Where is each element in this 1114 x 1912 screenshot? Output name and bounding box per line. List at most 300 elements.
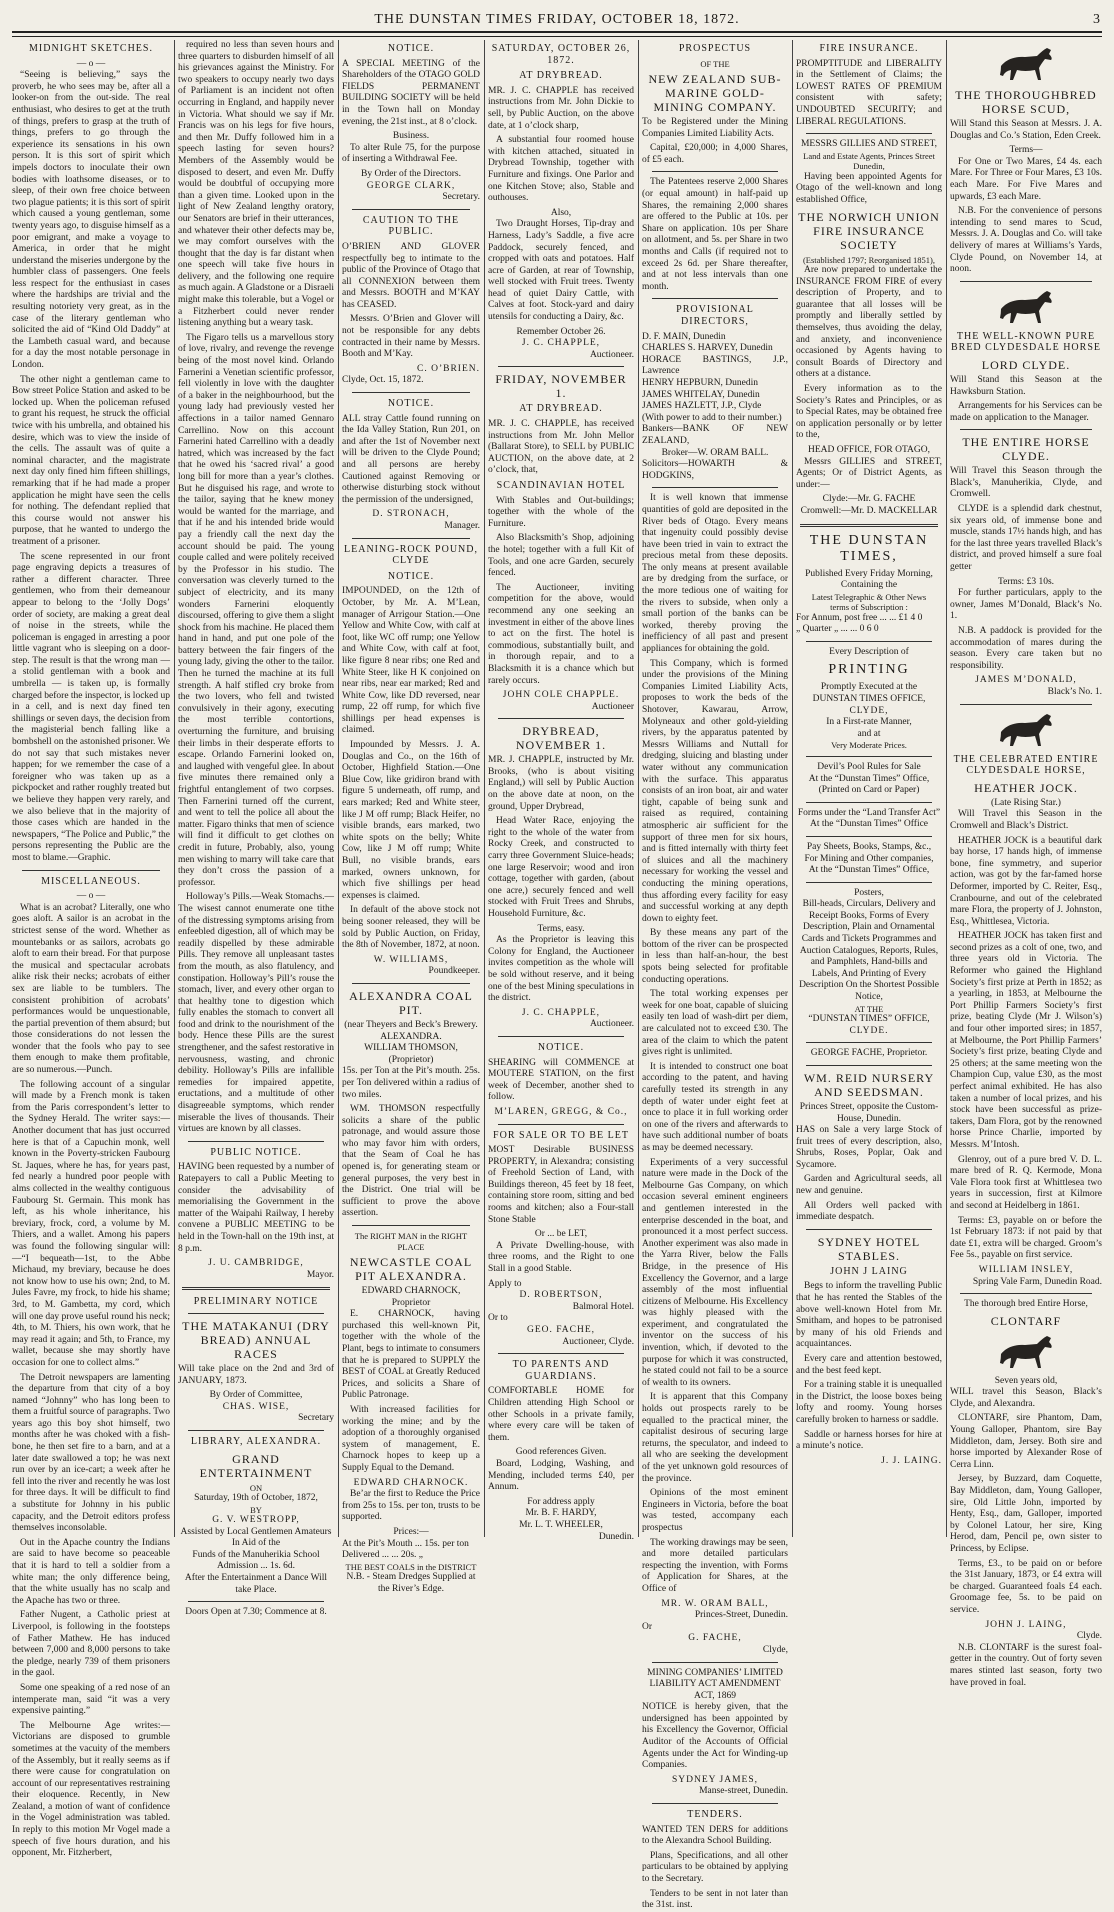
stud-paragraph: N.B. A paddock is provided for the accommodation of mares during the season. Every care taken but no responsibility.: [950, 626, 1102, 671]
heading-gillies-street: MESSRS GILLIES AND STREET,: [800, 139, 937, 150]
notice-line: (Printed on Card or Paper): [818, 785, 920, 796]
notice-paragraph: Messrs. O’Brien and Glover will not be responsible for any debts contracted in their name by Messrs. Booth and M’Kay.: [342, 314, 480, 360]
signature: GEO. FACHE,: [526, 1325, 596, 1335]
notice-line: Saturday, 19th of October, 1872,: [194, 1493, 318, 1503]
stud-paragraph: Terms: £3, payable on or before the 1st February 1873: if not paid by that date £1, extra will be charged. Groom’s Fee 5s., payable on first service.: [950, 1215, 1102, 1261]
notice-paragraph: HAS on Sale a very large Stock of fruit trees of every description, also, Shrubs, Roses, Poplar, Oak and Sycamore.: [796, 1125, 942, 1170]
notice-line: In a First-rate Manner,: [826, 717, 912, 728]
notice-line: AT THE: [854, 1003, 884, 1014]
stud-paragraph: For One or Two Mares, £4 4s. each Mare. For Three or Four Mares, £3 10s. each Mare. For Five Mares and upwards, £3 each Mare.: [950, 156, 1102, 202]
dash-divider: — o —: [76, 891, 106, 902]
advert-paragraph: Holloway’s Pills.—Weak Stomachs.—The wisest cannot enumerate one tithe of the distressing symptoms arising from enfeebled digestion, all of which may be readily dispelled by these admirable Pills. They remove all unpleasant tastes from the mouth, as also flatulency, and constipation. Holloway’s Pill’s rouse the stomach, liver, and every other organ to that healthy tone to digestion which fully enables the stomach to convert all food and drink to the nourishment of the body. Hence these Pills are the surest strengthener, and the safest restorative in nervousness, wasting, and chronic debility. Holloway’s Pills are infallible remedies for impaired appetite, eructations, and a multitude of other disagreeable symptoms, which render miserable the lives of thousands. Their virtues are known by all classes.: [178, 892, 334, 1135]
signature: W. WILLIAMS,: [373, 954, 449, 965]
heading-entire-horse-clyde: THE ENTIRE HORSE CLYDE.: [962, 435, 1090, 464]
article-paragraph: required no less than seven hours and three quarters to disburden himself of all his grievances against the Ministry. For two speakers to occupy nearly two days of Parliament is an incident not often occurring in England, and happily never in Victoria. What should we say if Mr. Francis was on his legs for five hours, and then Mr. Duffy followed him in a speech lasting for seven hours? Members of the Assembly would be disposed to desert, and even Mr. Duffy would be doubtful of occupying more than a given time. Looked upon in the light of New Zealand lengthy oratory, our Senators are brief in their utterances, and whatever their other defects may be, we may comfort ourselves with the thought that the day is far distant when one speech will take five hours in delivery, and the following one require as much again. A Gladstone or a Disraeli might make this tolerable, but a Vogel or a Fitzherbert could never render listening anything but a weary task.: [178, 40, 334, 329]
signature: JOHN J. LAING,: [985, 1619, 1067, 1630]
signature: GEORGE CLARK,: [366, 180, 456, 191]
horse-icon: [995, 1332, 1057, 1372]
signature: D. ROBERTSON,: [519, 1290, 603, 1301]
notice-line: At the “Dunstan Times” Office,: [808, 773, 930, 784]
stud-paragraph: HEATHER JOCK is a beautiful dark bay horse, 17 hands high, of immense bone, fine symmetry, and superior action, was got by the far-famed horse Deformer, imported by C. Reiter, Esq., Cranbourne, and out of the celebrated mare Flora, the property of J. Johnston, Esq., Whittlesea, Victoria.: [950, 835, 1102, 927]
notice-paragraph: COMFORTABLE HOME for Children attending High School or other Schools in a private family, where every care will be taken of them.: [488, 1386, 634, 1443]
masthead: [0, 0, 1114, 38]
signature-title: Princes-Street, Dunedin.: [694, 1610, 788, 1621]
heading-wm-reid-nursery: WM. REID NURSERY AND SEEDSMAN.: [803, 1070, 935, 1099]
section-divider: [188, 1601, 324, 1602]
section-divider: [652, 298, 778, 299]
heading-notice: NOTICE.: [387, 570, 435, 582]
stud-paragraph: Jersey, by Buzzard, dam Coquette, Bay Middleton, dam, Young Galloper, sire, Old Little John, imported by Henty, Esq., dam, Galloper, imported by Colonel Latour, her sire, King Herod, dam, Pencil pe, own sister to Princess, by Eclipse.: [950, 1474, 1102, 1554]
heading-john-laing: JOHN J LAING: [830, 1265, 908, 1277]
director-line: HORACE BASTINGS, J.P., Lawrence: [642, 354, 788, 377]
stud-paragraph: N.B. CLONTARF is the surest foal-getter in the country. Out of forty seven mares stinted last season, forty two have proved in foal.: [950, 1642, 1102, 1688]
notice-line: In Aid of the: [231, 1538, 281, 1549]
article-paragraph: The Figaro tells us a marvellous story of love, rivalry, and revenge the revenge being of the most novel kind. Orlando Farnerini a Venetian scientific professor, fell violently in love with the daughter of a baker in the neighbourhood, but the young lady had previously vested her affections in a tailor named Gennaro Carrellino. Now on this account Farnerini hated Carrellino with a deadly hatred, which was increased by the fact that he owed his ‘sacred rival’ a good long bill for more than a year’s clothes. But he disguised his rage, and wrote to the tailor, saying that he knew money would be wanted for the marriage, and that if he and his intended bride would pay a friendly call the next day the account should be paid. The young couple called and were politely received by the Professor in his studio. The conversation was cleverly turned to the subject of electricity, and its many wonders Farnerini eloquently discoursed, offering to give them a slight shock from his machine. He placed them hand in hand, and put one pole of the battery between the fair fingers of the young lady, giving the other to the tailor. Then he turned the machine at its full strength. A half stifled cry broke from the two lovers, who fell and twisted convulsively in their agony, executing the most terrible contortions, overturning the furniture, and bruising their limbs in their desperate efforts to escape. Orlando Farnerini looked on, and laughed with vengeful glee. In about five minutes there remained only a frightful entanglement of two corpses. Then Farnerini turned off the current, and went to tell the police all about the matter. Figaro thinks that men of science will find it difficult to get clothes on credit in future, Probably, also, young men wishing to marry will take care that they don’t cross the passion of a professor.: [178, 332, 334, 888]
auction-paragraph: MR. J. C. CHAPPLE, has received instructions from Mr. John Mellor (Ballarat Store), to SELL by PUBLIC AUCTION, on the above date, at 2 o’clock, that,: [488, 419, 634, 476]
notice-line: Forms under the “Land Transfer Act”: [797, 807, 941, 818]
notice-line: Princes Street, opposite the Custom-House, Dunedin.: [799, 1101, 939, 1124]
notice-line: For address apply: [527, 1496, 595, 1507]
section-divider: [960, 281, 1092, 282]
signature: M’LAREN, GREGG, & Co.,: [494, 1106, 628, 1117]
column-divider: [946, 40, 947, 1537]
notice-paragraph: Be’ar the first to Reduce the Price from 25s to 15s. per ton, trusts to be supported.: [342, 1489, 480, 1523]
notice-paragraph: WM. THOMSON respectfully solicits a share of the public patronage, and would assure those who may favor him with orders, that the Seam of Coal he has opened is, for generating steam or general purposes, the very best in the District. One trial will be sufficient to prove the above assertion.: [342, 1104, 480, 1219]
notice-line: Terms: £3 10s.: [997, 576, 1055, 587]
heading-lord-clyde: LORD CLYDE.: [981, 357, 1071, 372]
article-paragraph: The other night a gentleman came to Bow street Police Station and asked to be locked up. When the policeman refused to grant his request, he struck the official twice with his umbrella, and obtained his desire, which was to view the inside of the cells. The assault was of quite a nominal character, and the magistrate next day only fined him fifteen shillings, remarking that if he had made a proper application he might have seen the cells for nothing. The defendant replied that this course would not answer his purpose, that he wanted to undergo the treatment of a prisoner.: [12, 374, 170, 547]
prospectus-paragraph: The working drawings may be seen, and more detailed particulars respecting the invention, with Forms of Application for Shares, at the Office of: [642, 1537, 788, 1594]
masthead-title: THE DUNSTAN TIMES FRIDAY, OCTOBER 18, 1872.: [374, 12, 740, 27]
masthead-rule: [12, 31, 1102, 37]
section-divider: [806, 756, 932, 757]
stud-paragraph: Will Stand this Season at Messrs. J. A. Douglas and Co.’s Station, Eden Creek.: [950, 119, 1102, 141]
prospectus-paragraph: By these means any part of the bottom of the river can be prospected in less than half-an-hour, the best spots being selected for profitable conducting operations.: [642, 928, 788, 985]
signature-title: Black’s No. 1.: [1047, 686, 1102, 697]
notice-line: (Established 1797; Reorganised 1851),: [802, 254, 936, 265]
heading-parents-guardians: TO PARENTS AND GUARDIANS.: [512, 1359, 610, 1382]
article-paragraph: The scene represented in our front page engraving depicts a treasures of rather a different character. Three gentlemen, who from their demeanour appear to belong to the ‘Jolly Dogs’ order of society, are making a great deal of noise in the streets, while the policeman is engaged in arresting a poor little vagrant who is sleeping on a door-step. The result is that the wrong man — a stolid gentleman with a book and umbrella — is taken up, is formally charged before the inspector, is locked up in a cell, and is next day fined ten shillings or seven days, the decision from the magisterial bench falling like a bombshell on the astonished prisoner. We do not say that such mistakes never happen; for we remember the case of a foreigner who was taken up as a pickpocket and rather roughly treated but we believe they happen very rarely, and we also believe that in the majority of those cases which are handed in the newspapers, “The Police and Public,” the persons representing the Public are the most to blame.—Graphic.: [12, 551, 170, 863]
notice-line: Dunedin.: [598, 1531, 634, 1542]
section-divider: [182, 1287, 330, 1290]
column-divider: [792, 40, 793, 1537]
heading-at-drybread: AT DRYBREAD.: [519, 403, 603, 415]
page-number: 3: [1093, 12, 1100, 27]
signature: JAMES M’DONALD,: [975, 675, 1077, 686]
subscription-line: For Annum, post free ... ... £1 4 0: [796, 612, 923, 623]
section-divider: [652, 1662, 778, 1663]
notice-paragraph: E. CHARNOCK, having purchased this well-known Pit, together with the whole of the Plant, begs to intimate to consumers that he is prepared to SUPPLY the BEST of COAL at Greatly Reduced Prices, and solicits a Share of Public Patronage.: [342, 1309, 480, 1401]
heading-tenders: TENDERS.: [687, 1809, 743, 1821]
notice-paragraph: Board, Lodging, Washing, and Mending, included terms £40, per Annum.: [488, 1458, 634, 1493]
dash-divider: — o —: [76, 58, 106, 69]
heading-caution: CAUTION TO THE PUBLIC.: [362, 214, 460, 238]
signature: WILLIAM INSLEY,: [978, 1264, 1074, 1275]
column-7: [950, 40, 1102, 1688]
notice-paragraph: O’BRIEN AND GLOVER respectfully beg to intimate to the public of the Province of Otago that all CONNEXION between them and Messrs. BOOTH and M’KAY has CEASED.: [342, 241, 480, 310]
column-divider: [338, 40, 339, 1537]
notice-line: Admission ... 1s. 6d.: [216, 1561, 296, 1572]
notice-line: The RIGHT MAN in the RIGHT PLACE: [354, 1231, 468, 1252]
heading-leaning-rock-pound: LEANING-ROCK POUND, CLYDE: [344, 543, 478, 567]
section-divider: [652, 487, 778, 488]
notice-line: At the “Dunstan Times” Office: [809, 819, 929, 830]
horse-icon: [995, 710, 1057, 750]
stud-paragraph: Terms, £3., to be paid on or before the 31st January, 1873, or £4 extra will be charged. Guaranteed foals £4 each. Groomage fee, 5s. to be paid on service.: [950, 1558, 1102, 1615]
auction-paragraph: A substantial four roomed house with kitchen attached, situated in Drybread Township, together with Furniture and fixings. One Parlor and one Kitchen Stove; also, Stable and outhouses.: [488, 135, 634, 204]
horse-icon: [995, 44, 1057, 84]
prospectus-paragraph: Experiments of a very successful nature were made in the Dock of the Melbourne Gas Company, on which occasion several eminent engineers and gentlemen interested in the enterprise descended in the boat, and pronounced it a most perfect success. Another experiment was also made in the Yarra River, below the Falls Bridge, in the presence of His Excellency the Governor, and a large assembly of the most influential citizens of Melbourne. His Excellency was highly pleased with the experiment, and congratulated the inventor on the success of his invention, which, if devoted to the purpose for which it was constructed, he stated could not fail to be a source of wealth to its owners.: [642, 1157, 788, 1388]
notice-paragraph: Impounded by Messrs. J. A. Douglas and Co., on the 16th of October, Highfield Station.—One Blue Cow, like gridiron brand with figure 5 underneath, off rump, and ears marked; Red and White steer, like J M off rump; Black Heifer, no visible brands, ears marked, two white spots on the belly; White Cow, like J M off rump; White Bull, no visible brands, ears marked, owners unknown, for which five shillings per head expenses is claimed.: [342, 740, 480, 901]
director-line: HENRY HEPBURN, Dunedin: [642, 377, 759, 388]
notice-paragraph: To alter Rule 75, for the purpose of inserting a Withdrawal Fee.: [342, 142, 480, 165]
notice-paragraph: With increased facilities for working the mine; and by the adoption of a thoroughly organised system of management, E. Charnock hopes to keep up a Supply Equal to the Demand.: [342, 1404, 480, 1473]
section-divider: [806, 802, 932, 803]
section-divider: [352, 392, 470, 393]
heading-public-notice: PUBLIC NOTICE.: [210, 1146, 302, 1158]
heading-for-sale-or-let: FOR SALE OR TO BE LET: [493, 1129, 629, 1141]
notice-paragraph: MOST Desirable BUSINESS PROPERTY, in Alexandra; consisting of Freehold Section of Land, with Buildings thereon, 45 feet by 18 feet, containing store room, sitting and bed rooms and kitchen; also a Four-stall Stone Stable: [488, 1145, 634, 1225]
notice-line: Prices:—: [393, 1526, 429, 1537]
notice-line: Or ... be LET,: [534, 1229, 588, 1240]
signature: J. C. CHAPPLE,: [521, 338, 601, 349]
section-divider: [188, 1430, 324, 1431]
signature-title: Clyde,: [762, 1644, 788, 1655]
heading-prospectus: PROSPECTUS: [678, 43, 752, 54]
notice-line: terms of Subscription :: [830, 602, 908, 613]
signature-title: Clyde.: [1076, 1631, 1102, 1642]
notice-line: Business.: [392, 131, 430, 142]
prospectus-paragraph: The total working expenses per week for one boat, capable of sluicing easily ten load of wash-dirt per diem, are calculated not to exceed £30. The area of the claim to which the patent gives right is unlimited.: [642, 989, 788, 1058]
column-1: [12, 40, 170, 1859]
heading-at-drybread: AT DRYBREAD.: [519, 70, 603, 82]
heading-printing: PRINTING: [828, 662, 910, 678]
stud-paragraph: HEATHER JOCK has taken first and second prizes as a colt of one, two, and three years old in Victoria. The Reformer who gained the Highland Society’s first prize at Perth in 1852; as a yearling, in 1853, at Melbourne the Port Phillip Farmers Society’s first prize, beating Clyde (Mr J. Wilson’s) and four other imported sires; in 1857, at Melbourne, the Port Phillip Farmers’ Society’s first prize, beating Clyde and 25 others; at the same meeting won the Champion Cup, value £30, as the most perfect animal exhibited. He has also taken a number of local prizes, and his stock have been successful as prize-takers, Dam Flora, got by the renowned horse Prince Charlie, imported by Messrs. M’Intosh.: [950, 931, 1102, 1150]
notice-paragraph: Tenders to be sent in not later than the 31st. inst.: [642, 1888, 788, 1911]
section-divider: [352, 209, 470, 210]
heading-sydney-hotel-stables: SYDNEY HOTEL STABLES.: [817, 1234, 921, 1263]
heading-friday-november: FRIDAY, NOVEMBER 1.: [495, 372, 627, 401]
notice-line: Pay Sheets, Books, Stamps, &c.,: [806, 841, 932, 852]
signature-title: Mayor.: [306, 1269, 334, 1280]
section-divider: [352, 983, 470, 984]
section-divider: [498, 1124, 624, 1125]
notice-line: N.B. - Steam Dredges Supplied at the River’s Edge.: [346, 1572, 476, 1594]
section-divider: [806, 133, 932, 134]
stud-paragraph: Arrangements for his Services can be made on application to the Manager.: [950, 401, 1102, 423]
auction-paragraph: Two Draught Horses, Tip-dray and Harness, Lady’s Saddle, a five acre Paddock, securely fenced, and cropped with oats and potatoes. Half acre of Garden, at rear of Township, well stocked with Fruit trees. Twenty head of quiet Dairy Cattle, with Calves at foot. Stock-yard and dairy utensils for conducting a Dairy, &c.: [488, 219, 634, 323]
section-divider: [806, 882, 932, 883]
insurance-paragraph: Are now prepared to undertake the INSURANCE FROM FIRE of every description of Property, and to guarantee that all losses will be promptly and liberally settled by themselves, thus avoiding the delay, and anxiety, and inconvenience occasioned by Agents having to consult Boards of Directory and others at a distance.: [796, 265, 942, 380]
heading-alexandra-coal-pit: ALEXANDRA COAL PIT.: [349, 988, 473, 1017]
notice-paragraph: Saddle or harness horses for hire at a minute’s notice.: [796, 1429, 942, 1452]
notice-line: BY: [250, 1504, 262, 1515]
heading-of-the: OF THE: [700, 58, 730, 69]
heading-heather-jock: HEATHER JOCK.: [974, 780, 1078, 795]
section-divider: [22, 870, 160, 871]
article-paragraph: Out in the Apache country the Indians are said to have become so peaceable that it is hard to tell a soldier from a white man; the only difference being, that the white usually has no scalp and the Apache has two or three.: [12, 1537, 170, 1606]
notice-line: Containing the: [840, 580, 898, 591]
heading-notice: NOTICE.: [537, 1041, 585, 1053]
notice-line: Latest Telegraphic & Other News: [811, 591, 927, 602]
notice-line: Funds of the Manuherikia School: [192, 1549, 320, 1560]
director-line: (With power to add to their number.): [642, 412, 782, 423]
section-divider: [652, 1803, 778, 1804]
signature-title: Spring Vale Farm, Dunedin Road.: [972, 1276, 1102, 1287]
signature-title: Manse-street, Dunedin.: [699, 1786, 788, 1797]
signature: J. C. CHAPPLE,: [521, 1007, 601, 1018]
notice-line: (near Theyers and Beck’s Brewery. ALEXANDRA.: [344, 1019, 478, 1042]
director-line: CHARLES S. HARVEY, Dunedin: [642, 343, 773, 354]
notice-line: (Late Rising Star.): [991, 797, 1061, 808]
auction-line: Remember October 26.: [516, 326, 606, 337]
heading-library-alexandra: LIBRARY, ALEXANDRA.: [190, 1435, 322, 1447]
heading-miscellaneous: MISCELLANEOUS.: [41, 875, 141, 887]
notice-line: Very Moderate Prices.: [831, 740, 907, 751]
notice-paragraph: HAVING been requested by a number of Ratepayers to call a Public Meeting to consider the advisability of memorialising the Government in the matter of the Waipahi Railway, I hereby convene a PUBLIC MEETING to be held in the Town-hall on the 19th inst, at 8 p.m.: [178, 1162, 334, 1254]
signature: SYDNEY JAMES,: [671, 1774, 759, 1785]
article-paragraph: Father Nugent, a Catholic priest at Liverpool, is following in the footsteps of Father Mathew. He has induced between 7,000 and 8,000 persons to take the pledge, nearly 739 of them prisoners in the gaol.: [12, 1610, 170, 1679]
article-paragraph: The Melbourne Age writes:—Victorians are disposed to grumble sometimes at the vacuity of the members of the Assembly, but it really seems as if there were cause for congratulation on account of our representatives restraining their eloquence. Recently, in New Zealand, a motion of want of confidence in the Vogel administration was tabled. In reply to this motion Mr Vogel made a speech of five hours duration, and his opponent, Mr. Fitzherbert,: [12, 1720, 170, 1859]
article-paragraph: The Detroit newspapers are lamenting the departure from that city of a boy named “Johnny” who has long been to them a fruitful source of paragraphs. Two years ago this boy shot himself, two months after he was choked with a fish-bone, he then set fire to a barn, and at a later date swallowed a top; he was next run over by an ice-cart; a week after he fell into the river and recently he was lost for three days. It will be difficult to find a substitute for Johnny in his public capacity, and the Detroit editors profess themselves inconsolable.: [12, 1372, 170, 1534]
notice-line: Good references Given.: [515, 1447, 607, 1458]
heading-newcastle-coal-pit: NEWCASTLE COAL PIT ALEXANDRA.: [349, 1255, 473, 1284]
notice-paragraph: ALL stray Cattle found running on the Ida Valley Station, Run 201, on and after the 1st of November next will be driven to the Clyde Pound; and all persons are hereby Cautioned against Removing or otherwise disturbing stock without the permission of the undersigned,: [342, 413, 480, 505]
broker-line: Broker—W. ORAM BALL.: [661, 447, 769, 458]
notice-line: For Mining and Other companies,: [804, 853, 934, 864]
stud-paragraph: CLYDE is a splendid dark chestnut, six years old, of immense bone and muscle, stands 17½ hands high, and has for the last three years travelled Black’s district, and proved himself a sure foal getter: [950, 504, 1102, 573]
notice-paragraph: NOTICE is hereby given, that the undersigned has been appointed by his Excellency the Governor, Official Auditor of the Accounts of Official Agents under the Act for Winding-up Companies.: [642, 1702, 788, 1771]
heading-scandinavian-hotel: SCANDINAVIAN HOTEL: [496, 480, 626, 491]
column-divider: [174, 40, 175, 1537]
signature-title: Poundkeeper.: [428, 966, 480, 977]
heading-fire-insurance: FIRE INSURANCE.: [819, 43, 919, 54]
signature: JOHN COLE CHAPPLE.: [502, 690, 620, 701]
section-divider: [352, 1225, 470, 1226]
notice-line: Or: [642, 1621, 653, 1632]
auction-paragraph: With Stables and Out-buildings; together with the whole of the Furniture.: [488, 495, 634, 529]
price-line: At the Pit’s Mouth ... 15s. per ton: [342, 1538, 469, 1549]
auction-line: Terms, easy.: [537, 923, 585, 934]
section-divider: [498, 718, 624, 719]
section-divider: [188, 1141, 324, 1142]
prospectus-paragraph: Opinions of the most eminent Engineers in Victoria, before the boat was tested, accompany each prospectus: [642, 1488, 788, 1533]
notice-line: GEORGE FACHE, Proprietor.: [810, 1048, 928, 1059]
signature-title: Balmoral Hotel.: [572, 1301, 634, 1312]
notice-paragraph: Plans, Specifications, and all other particulars to be obtained by applying to the Secretary.: [642, 1850, 788, 1884]
column-6: [796, 40, 942, 1537]
section-divider: [960, 1293, 1092, 1294]
notice-paragraph: Garden and Agricultural seeds, all new and genuine.: [796, 1174, 942, 1197]
notice-line: Devil’s Pool Rules for Sale: [817, 761, 921, 772]
section-divider: [652, 171, 778, 172]
signature: D. STRONACH,: [372, 509, 450, 520]
heading-clontarf: CLONTARF: [990, 1313, 1062, 1328]
heading-submarine-company: NEW ZEALAND SUB-MARINE GOLD-MINING COMPANY.: [648, 72, 782, 115]
price-line: Delivered ... ... 20s. „: [342, 1550, 423, 1561]
section-divider: [806, 641, 932, 642]
notice-line: Mr. B. F. HARDY,: [525, 1508, 597, 1519]
notice-line: Or to: [488, 1313, 508, 1324]
signature-title: Secretary: [298, 1413, 334, 1424]
heading-scud: THE THOROUGHBRED HORSE SCUD,: [955, 88, 1097, 116]
notice-paragraph: Begs to inform the travelling Public that he has rented the Stables of the above well-known Hotel from Mr. Smitham, and hopes to be patronised by many of his old Friends and acquaintances.: [796, 1281, 942, 1350]
heading-grand-entertainment: GRAND ENTERTAINMENT: [199, 1451, 313, 1480]
subscription-line: „ Quarter „ ... ... 0 6 0: [796, 624, 879, 635]
heading-celebrated-entire: THE CELEBRATED ENTIRE CLYDESDALE HORSE,: [953, 753, 1099, 777]
article-paragraph: “Seeing is believing,” says the proverb, he who sees may be, after all a looker-on from the out-side. The real enthusiast, who desires to get at the truth of things, prefers to grasp at the truth of things, prefers to go through the experience its sensations in his own person. It is this sort of spirit which impels doctors to inoculate their own bodies with loathsome diseases, or to sleep, of their own free choice between two plague patients; it is this sort of spirit which caused a young gentleman, some twenty years ago, to disguise himself as a poor emigrant, and make a voyage to America, in order that he might understand the miseries undergone by the humbler class of passengers. One feels less respect for the enthusiast in cases where the hardships are trivial and the resulting notoriety very great, as in the case of the literary gentleman who solicited the aid of “Kind Old Daddy” at the Lambeth casual ward, and because for a day the most notable personage in London.: [12, 70, 170, 371]
insurance-paragraph: Every information as to the Society’s Rates and Principles, or as to Special Rates, may be obtained free on application personally or by letter to the,: [796, 383, 942, 441]
notice-line: G. V. WESTROPP,: [212, 1515, 300, 1526]
insurance-paragraph: Having been appointed Agents for Otago of the well-known and long established Office,: [796, 171, 942, 205]
auction-paragraph: MR. J. CHAPPLE, instructed by Mr. Brooks, (who is about visiting England,) will sell by Public Auction on the above date at noon, on the ground, Upper Drybread,: [488, 755, 634, 812]
stud-paragraph: N.B. For the convenience of persons intending to send mares to Scud, Messrs. J. A. Douglas and Co. will take delivery of mares at Williams’s Yards, Clyde Pound, on November 14, at noon.: [950, 206, 1102, 275]
prospectus-paragraph: To be Registered under the Mining Companies Limited Liability Acts.: [642, 117, 788, 139]
stud-paragraph: Glenroy, out of a pure bred V. D. L. mare bred of R. Q. Kermode, Mona Vale Flora took first at Whittlesea two years in succession, first at Kilmore and second at Heidelberg in 1861.: [950, 1154, 1102, 1211]
auction-paragraph: MR. J. C. CHAPPLE has received instructions from Mr. John Dickie to sell, by Public Auction, on the above date, at 1 o’clock sharp,: [488, 85, 634, 131]
section-divider: [188, 1313, 324, 1314]
signature: MR. W. ORAM BALL,: [661, 1598, 769, 1609]
column-3: [342, 40, 480, 1594]
notice-line: CLYDE,: [849, 705, 889, 716]
notice-line: By Order of the Directors.: [361, 168, 461, 179]
heading-drybread-november: DRYBREAD, NOVEMBER 1.: [515, 724, 607, 753]
director-line: D. F. MAIN, Dunedin: [642, 331, 726, 342]
stud-paragraph: Will Travel this Season through the Black’s, Manuherikia, Clyde, and Cromwell.: [950, 466, 1102, 500]
solicitors-line: Solicitors—HOWARTH & HODGKINS,: [642, 459, 788, 481]
bankers-line: Bankers—BANK OF NEW ZEALAND,: [642, 424, 788, 446]
notice-paragraph: All Orders well packed with immediate despatch.: [796, 1200, 942, 1223]
notice-paragraph: 15s. per Ton at the Pit’s mouth. 25s. per Ton delivered within a radius of two miles.: [342, 1066, 480, 1100]
notice-paragraph: Every care and attention bestowed, and the best feed kept.: [796, 1354, 942, 1376]
notice-line: Seven years old,: [994, 1375, 1058, 1386]
notice-line: At the “Dunstan Times” Office,: [808, 865, 930, 876]
prospectus-paragraph: This Company, which is formed under the provisions of the Mining Companies Limited Liability Acts, proposes to work the beds of the Shotover, Kawarau, Arrow, Molyneaux and other gold-yielding rivers, by the apparatus patented by Messrs Williams and Nuttall for dredging, sluicing and blasting under water without any communication with the surface. This apparatus consists of an iron boat, air and water tight, capable of being sunk and raised as required, containing atmospheric air sufficient for the support of three men for six hours, and is fitted internally with thirty feet of sluices and all the machinery necessary for working the vessel and conducting the mining operations, thus affording every facility for easy and successful working at any depth down to eighty feet.: [642, 658, 788, 924]
column-2: [178, 40, 334, 1618]
heading-provisional-directors: PROVISIONAL DIRECTORS,: [676, 304, 754, 327]
notice-paragraph: A SPECIAL MEETING of the Shareholders of the OTAGO GOLD FIELDS PERMANENT BUILDING SOCIETY will be held in the Town hall on Monday evening, the 21st inst., at 8 o’clock.: [342, 58, 480, 127]
signature: J. J. LAING.: [881, 1455, 942, 1466]
notice-paragraph: Will take place on the 2nd and 3rd of JANUARY, 1873.: [178, 1363, 334, 1386]
prospectus-paragraph: The Patentees reserve 2,000 Shares (or equal amount) in half-paid up Shares, the remaining 2,000 shares are offered to the Public at 10s. per Share on application. 10s per Share on allotment, and 5s. per Share in two months and Calls (if required not to exceed 2s 6d. per Share thereafter, and at not less intervals than one month.: [642, 177, 788, 292]
signature-title: Auctioneer, Clyde.: [562, 1336, 634, 1347]
article-paragraph: The following account of a singular will made by a French monk is taken from the Paris correspondent’s letter to the Sydney Herald. The writer says:—Another document that has just occurred here is that of a Capuchin monk, well known in the Poverty-stricken Faubourg St. Jaques, where he has, for years past, fed nearly a hundred poor people with alms collected in the wealthy contiguous Faubourg St. Germain. This monk has left, as his whole inheritance, his breviary, frock, cord, a volume by M. Thiers, and a wallet. Among his papers was found the following singular will:—“I bequeath—1st, to the Abbe Michaud, my breviary, because he does not know how to use his own; 2nd, to M. Jules Favre, my frock, to hide his shame; 3rd, to M. Gambetta, my cord, which will one day prove useful round his neck; 4th, to M. Thiers, his own work, that he may read it again; and 5th, to France, my wallet, because she may shortly have occasion for one to collect alms.”: [12, 1079, 170, 1368]
section-divider: [806, 1065, 932, 1066]
notice-line: CLYDE.: [849, 1025, 889, 1036]
notice-line: After the Entertainment a Dance Will take Place.: [184, 1573, 328, 1595]
column-divider: [638, 40, 639, 1537]
notice-paragraph: SHEARING will COMMENCE at MOUTERE STATION, on the first week of December, another shed to follow.: [488, 1057, 634, 1103]
signature-title: Manager.: [444, 520, 480, 531]
notice-paragraph: In default of the above stock not being sooner released, they will be sold by Public Auction, on Friday, the 8th of November, 1872, at noon.: [342, 905, 480, 951]
heading-norwich-union: THE NORWICH UNION FIRE INSURANCE SOCIETY: [798, 209, 940, 252]
director-line: JAMES WHITELAY, Dunedin: [642, 389, 760, 400]
section-divider: [498, 1353, 624, 1354]
notice-line: Land and Estate Agents, Princes Street Dunedin,: [803, 150, 935, 172]
auction-paragraph: The Auctioneer, inviting competition for the above, would recommend any one seeking an investment in either of the above lines to act on the first. The hotel is commodious, substantially built, and in thorough repair, and to a Blacksmith it is a chance which but rarely occurs.: [488, 582, 634, 686]
notice-line: HEAD OFFICE, FOR OTAGO,: [808, 444, 930, 455]
section-divider: [806, 1042, 932, 1043]
article-paragraph: What is an acrobat? Literally, one who goes aloft. A sailor is an acrobat in the strictest sense of the word. Whether as mountebanks or as sailors, acrobats go aloft to earn their bread. For that purpose the musical and spectacular acrobats alike risk their necks; acrobats of either sex are liable to be tumblers. The consistent prohibition of acrobats’ performances would be unquestionable, the partial prevention of them absurd; but those considerations do not lessen the wonder that the fools who pay to see them enough to make them profitable, are so numerous.—Punch.: [12, 902, 170, 1076]
notice-line: Terms—: [1009, 145, 1043, 156]
stud-paragraph: CLONTARF, sire Phantom, Dam, Young Galloper, Phantom, sire Bay Middleton, dam, Jersey. Both sire and horse imported by Alexander Rose of Cerra Linn.: [950, 1413, 1102, 1470]
notice-line: and at: [857, 728, 881, 739]
section-divider: [498, 1036, 624, 1037]
notice-line: Posters,: [854, 887, 884, 898]
column-4: [488, 40, 634, 1542]
notice-paragraph: For a training stable it is unequalled in the District, the loose boxes being lofty and roomy. Young horses carefully broken to harness or saddle.: [796, 1380, 942, 1425]
stud-paragraph: Will Stand this Season at the Hawksburn Station.: [950, 374, 1102, 397]
section-divider: [800, 524, 938, 527]
heading-dunstan-times: THE DUNSTAN TIMES,: [809, 532, 929, 564]
signature: C. O’BRIEN.: [417, 363, 480, 374]
prospectus-paragraph: It is intended to construct one boat according to the patent, and having carefully tested its strength in any depth of water under eight feet at once to place it in full working order on one of the rivers and afterwards to have such additional number of boats as may be deemed necessary.: [642, 1061, 788, 1153]
heading-matakanui-races: THE MATAKANUI (DRY BREAD) ANNUAL RACES: [182, 1318, 330, 1361]
prospectus-paragraph: Capital, £20,000; in 4,000 Shares, of £5 each.: [642, 143, 788, 165]
notice-line: The thorough bred Entire Horse,: [964, 1299, 1088, 1310]
signature: J. U. CAMBRIDGE,: [208, 1258, 304, 1269]
section-divider: [806, 1229, 932, 1230]
notice-line: ON: [249, 1482, 263, 1493]
notice-line: “DUNSTAN TIMES” OFFICE,: [808, 1014, 930, 1025]
stud-paragraph: Will Travel this Season in the Cromwell and Black’s District.: [950, 809, 1102, 831]
signature-title: Auctioneer: [591, 701, 634, 712]
notice-line: DUNSTAN TIMES OFFICE,: [812, 694, 926, 705]
notice-line: Bill-heads, Circulars, Delivery and Receipt Books, Forms of Every Description, Plain and Ornamental Cards and Tickets Programmes and Auction Catalogues, Reports, Rules, and Pamphlets, Hand-bills and Labels, And Printing of Every Description On the Shortest Possible Notice,: [799, 899, 939, 1003]
notice-line: Promptly Executed at the: [820, 682, 918, 693]
signature-title: Auctioneer.: [589, 1019, 634, 1030]
notice-line: Assisted by Local Gentlemen Amateurs: [180, 1526, 332, 1537]
director-line: JAMES HAZLETT, J.P., Clyde: [642, 401, 762, 412]
heading-mining-act: MINING COMPANIES’ LIMITED LIABILITY ACT AMENDMENT ACT, 1869: [647, 1667, 783, 1701]
notice-line: THE BEST COALS in the DISTRICT: [345, 1561, 477, 1572]
section-divider: [352, 538, 470, 539]
signature: CHAS. WISE,: [222, 1401, 290, 1412]
prospectus-paragraph: It is well known that immense quantities of gold are deposited in the River beds of Otago. Every means that ingenuity could possibly devise have been tried in vain to extract the precious metal from these deposits. The only means at present available are by dredging from the surface, or the more tedious one of waiting for the rivers to subside, when only a small portion of the banks can be worked, thereby proving the inefficiency of all past and present appliances for obtaining the gold.: [642, 493, 788, 655]
column-5: [642, 40, 788, 1911]
notice-line: Clyde, Oct. 15, 1872.: [342, 375, 424, 386]
insurance-paragraph: PROMPTITUDE and LIBERALITY in the Settlement of Claims; the LOWEST RATES OF PREMIUM consistent with safety; UNDOUBTED SECURITY; and LIBERAL REGULATIONS.: [796, 58, 942, 127]
notice-paragraph: A Private Dwelling-house, with three rooms, and the Right to one Stall in a good Stable.: [488, 1240, 634, 1275]
section-divider: [960, 429, 1092, 430]
signature-title: Secretary.: [442, 192, 480, 203]
agent-line: Clyde:—Mr. G. FACHE: [822, 494, 916, 505]
auction-paragraph: As the Proprietor is leaving this Colony for England, the Auctioneer invites competition as the whole will be sold without reserve, and it being one of the best Mining speculations in the district.: [488, 935, 634, 1004]
stud-paragraph: For further particulars, apply to the owner, James M’Donald, Black’s No. 1.: [950, 588, 1102, 622]
notice-line: By Order of Committee,: [209, 1390, 303, 1401]
prospectus-paragraph: It is apparent that this Company holds out prospects rarely to be equalled to the practical miner, the capitalist desirous of securing large returns, the speculator, and indeed to all who are seeking the development of the yet unknown gold resources of the province.: [642, 1392, 788, 1484]
notice-paragraph: IMPOUNDED, on the 12th of October, by Mr. A. M’Lean, manager of Arrigour Station.—One Yellow and White Cow, with calf at foot, like WC off rump; one Yellow and White Cow, with calf at foot, like figure 8 near ribs; one Red and White Steer, like H K conjoined on near ribs, near ear marked; Red and White Cow, like DD reversed, near rump, 22 off rump, for which five shillings per head expenses is claimed.: [342, 586, 480, 736]
notice-paragraph: WANTED TEN DERS for additions to the Alexandra School Building.: [642, 1824, 788, 1847]
stud-paragraph: WILL travel this Season, Black’s Clyde, and Alexandra.: [950, 1387, 1102, 1409]
heading-saturday-october: SATURDAY, OCTOBER 26, 1872.: [491, 43, 631, 66]
insurance-paragraph: Messrs GILLIES and STREET, Agents; Or of District Agents, as under:—: [796, 456, 942, 490]
auction-line: Also,: [550, 207, 572, 218]
article-paragraph: Some one speaking of a red nose of an intemperate man, said “it was a very expensive painting.”: [12, 1682, 170, 1717]
signature: EDWARD CHARNOCK.: [353, 1477, 469, 1488]
auction-paragraph: Head Water Race, enjoying the right to the whole of the water from Rocky Creek, and constructed to carry three Government Sluice-heads; one large Reservoir; wood and iron cottage, together with garden, (about one acre,) securely fenced and well stocked with Fruit Trees and Shrubs, Household Furniture, &c.: [488, 816, 634, 919]
heading-clydesdale: THE WELL-KNOWN PURE BRED CLYDESDALE HORSE: [950, 330, 1101, 354]
signature-title: Auctioneer.: [589, 349, 634, 360]
notice-line: WILLIAM THOMSON, (Proprietor): [364, 1043, 458, 1065]
notice-line: Apply to: [488, 1278, 522, 1289]
notice-line: Every Description of: [829, 646, 909, 657]
auction-paragraph: Also Blacksmith’s Shop, adjoining the hotel; together with a full Kit of Tools, and one acre Garden, securely fenced.: [488, 533, 634, 579]
horse-icon: [995, 287, 1057, 327]
agent-line: Cromwell:—Mr. D. MACKELLAR: [800, 505, 938, 516]
section-divider: [960, 704, 1092, 705]
notice-line: Published Every Friday Morning,: [805, 568, 933, 579]
